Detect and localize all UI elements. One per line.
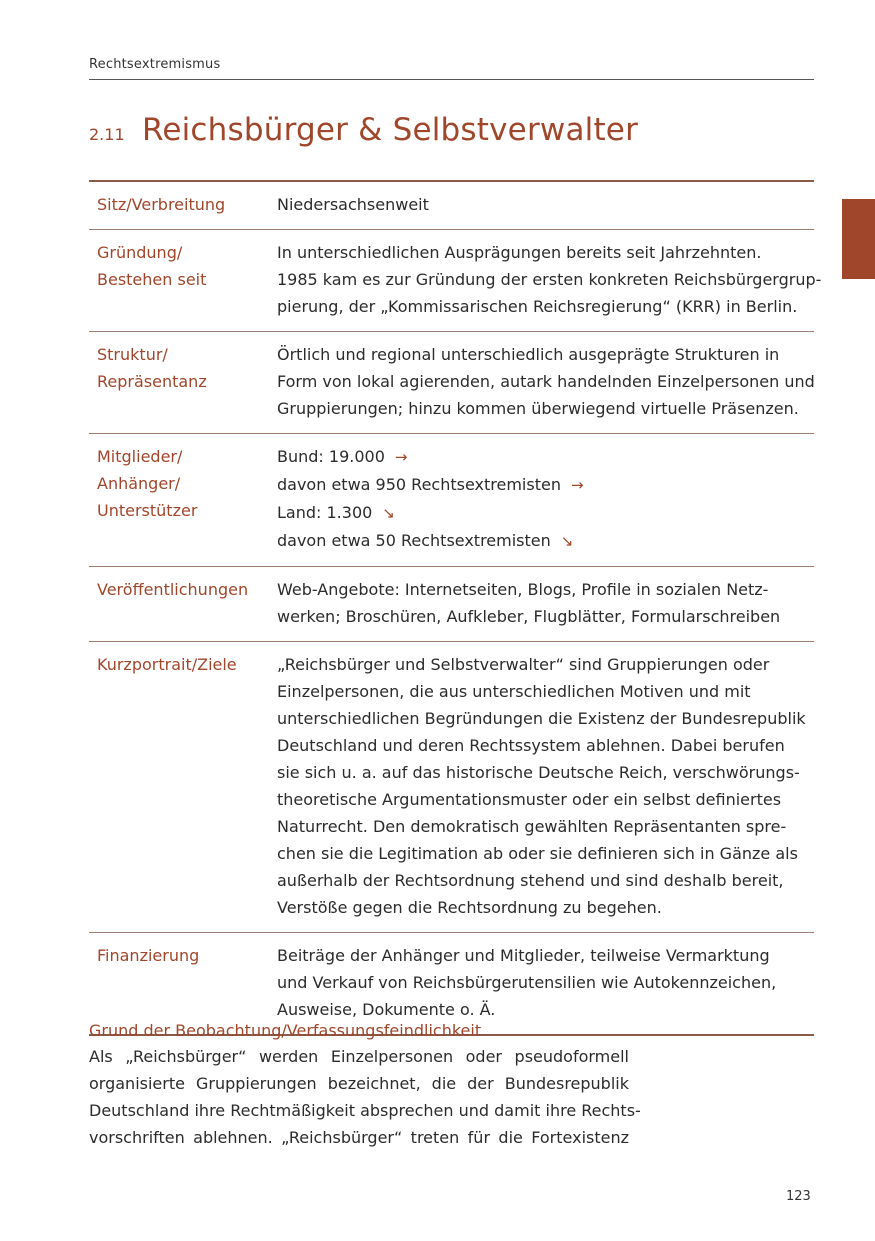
label-line: Bestehen seit [97, 270, 207, 289]
value-text: Web-Angebote: Internetseiten, Blogs, Profile in sozialen Netz- [277, 580, 769, 599]
header-rule [89, 79, 814, 80]
arrow-right-icon: → [570, 476, 584, 494]
value-line [277, 705, 814, 732]
value-text: Verstöße gegen die Rechtsordnung zu begehen. [277, 898, 662, 917]
body-line: organisierte Gruppierungen bezeichnet, die der Bundesrepublik [89, 1074, 629, 1093]
value-line [277, 527, 814, 555]
value-text: und Verkauf von Reichsbürgerutensilien wie Autokennzeichen, [277, 973, 777, 992]
arrow-down-right-icon: ↘ [382, 504, 395, 522]
row-value [277, 239, 822, 320]
value-line [277, 603, 814, 630]
body-line: Deutschland ihre Rechtmäßigkeit absprechen und damit ihre Rechts- [89, 1101, 641, 1120]
value-line [277, 942, 814, 969]
section-number: 2.11 [89, 125, 125, 144]
arrow-right-icon: → [394, 448, 408, 466]
row-value [277, 651, 814, 921]
value-line [277, 443, 814, 471]
section-heading [89, 112, 638, 148]
value-text: werken; Broschüren, Aufkleber, Flugblätter, Formularschreiben [277, 607, 781, 626]
value-line [277, 969, 814, 996]
value-text: Gruppierungen; hinzu kommen überwiegend virtuelle Präsenzen. [277, 399, 799, 418]
label-line: Veröffentlichungen [97, 580, 249, 599]
value-line [277, 894, 814, 921]
value-line [277, 678, 814, 705]
table-row [89, 641, 814, 932]
value-line [277, 395, 814, 422]
value-text: Land: 1.300 [277, 503, 373, 522]
body-line: vorschriften ablehnen. „Reichsbürger“ treten für die Fortexistenz [89, 1128, 629, 1147]
value-text: „Reichsbürger und Selbstverwalter“ sind Gruppierungen oder [277, 655, 770, 674]
value-line [277, 499, 814, 527]
table-row [89, 229, 822, 331]
value-line [277, 813, 814, 840]
body-line: Als „Reichsbürger“ werden Einzelpersonen oder pseudoformell [89, 1047, 629, 1066]
running-head: Rechtsextremismus [89, 57, 221, 72]
row-value [277, 443, 814, 555]
value-text: Einzelpersonen, die aus unterschiedlichen Motiven und mit [277, 682, 751, 701]
row-label [89, 191, 277, 218]
table-row [89, 331, 814, 433]
row-label [89, 341, 277, 422]
value-text: Bund: 19.000 [277, 447, 385, 466]
page-number: 123 [786, 1189, 811, 1204]
label-line: Repräsentanz [97, 372, 207, 391]
value-line [277, 239, 814, 266]
value-line [277, 576, 814, 603]
row-label [89, 443, 277, 555]
value-line [277, 266, 822, 293]
value-text: davon etwa 50 Rechtsextremisten [277, 531, 551, 550]
subsection-heading: Grund der Beobachtung/Verfassungsfeindlichkeit [89, 1021, 482, 1040]
value-line [277, 293, 814, 320]
row-value [277, 576, 814, 630]
value-line [277, 651, 814, 678]
row-value [277, 341, 814, 422]
value-text: unterschiedlichen Begründungen die Existenz der Bundesrepublik [277, 709, 806, 728]
value-text: chen sie die Legitimation ab oder sie definieren sich in Gänze als [277, 844, 798, 863]
label-line: Mitglieder/ [97, 447, 183, 466]
section-title: Reichsbürger & Selbstverwalter [142, 112, 639, 148]
body-paragraph [89, 1043, 641, 1151]
row-label [89, 239, 277, 320]
value-text: sie sich u. a. auf das historische Deutsche Reich, verschwörungs- [277, 763, 800, 782]
label-line: Struktur/ [97, 345, 168, 364]
table-row [89, 566, 814, 641]
subsection [89, 1019, 641, 1151]
arrow-down-right-icon: ↘ [560, 532, 574, 550]
row-label [89, 651, 277, 921]
value-text: davon etwa 950 Rechtsextremisten [277, 475, 561, 494]
value-text: Form von lokal agierenden, autark handelnden Einzelpersonen und [277, 372, 815, 391]
label-line: Kurzportrait/Ziele [97, 655, 237, 674]
row-label [89, 942, 277, 1023]
value-text: Niedersachsenweit [277, 195, 429, 214]
value-text: Beiträge der Anhänger und Mitglieder, teilweise Vermarktung [277, 946, 770, 965]
chapter-tab-marker [842, 199, 875, 279]
profile-table [89, 180, 822, 1036]
value-text: Örtlich und regional unterschiedlich ausgeprägte Strukturen in [277, 345, 780, 364]
value-text: In unterschiedlichen Ausprägungen bereits seit Jahrzehnten. [277, 243, 762, 262]
label-line: Finanzierung [97, 946, 200, 965]
row-label [89, 576, 277, 630]
row-value [277, 942, 814, 1023]
label-line: Unterstützer [97, 501, 198, 520]
value-text: 1985 kam es zur Gründung der ersten konkreten Reichsbürgergrup- [277, 270, 822, 289]
value-text: außerhalb der Rechtsordnung stehend und sind deshalb bereit, [277, 871, 784, 890]
label-line: Sitz/Verbreitung [97, 195, 226, 214]
value-line [277, 191, 814, 218]
table-row [89, 182, 814, 229]
value-line [277, 471, 814, 499]
value-line [277, 732, 814, 759]
value-text: Deutschland und deren Rechtssystem ablehnen. Dabei berufen [277, 736, 785, 755]
value-text: theoretische Argumentationsmuster oder ein selbst definiertes [277, 790, 782, 809]
value-line [277, 368, 814, 395]
value-line [277, 786, 814, 813]
value-line [277, 867, 814, 894]
value-text: Ausweise, Dokumente o. Ä. [277, 1000, 496, 1019]
label-line: Gründung/ [97, 243, 183, 262]
value-line [277, 840, 814, 867]
value-text: pierung, der „Kommissarischen Reichsregierung“ (KRR) in Berlin. [277, 297, 798, 316]
value-line [277, 759, 814, 786]
value-line [277, 341, 814, 368]
value-text: Naturrecht. Den demokratisch gewählten Repräsentanten spre- [277, 817, 787, 836]
label-line: Anhänger/ [97, 474, 181, 493]
table-row [89, 433, 814, 566]
row-value [277, 191, 814, 218]
